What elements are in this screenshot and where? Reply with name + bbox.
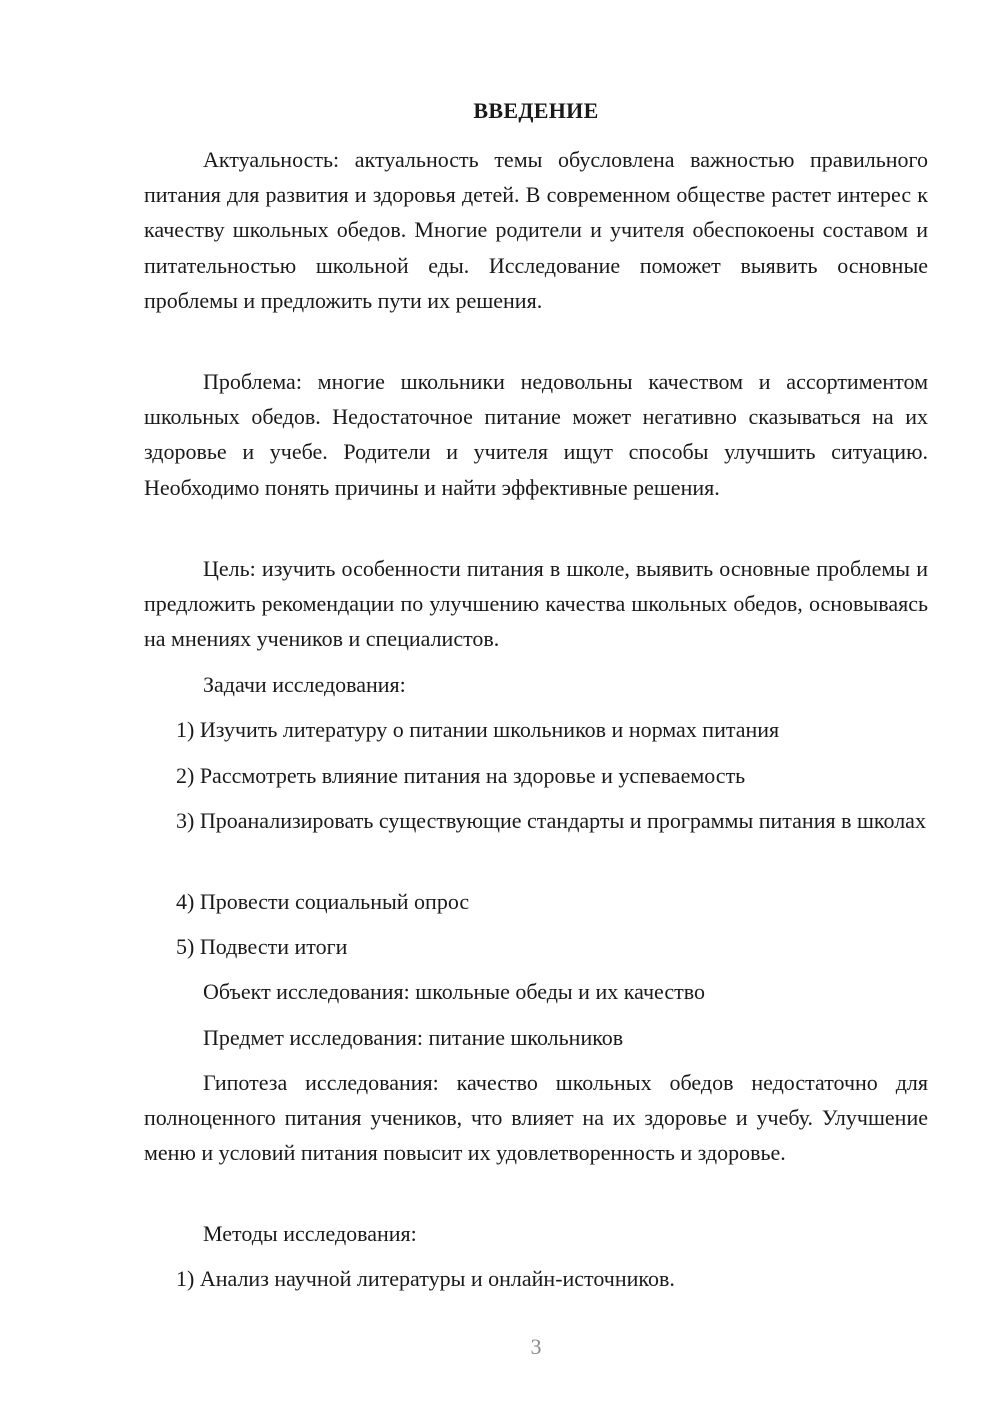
hypothesis-paragraph: Гипотеза исследования: качество школьных обедов недостаточно для полноценного питания учеников, что влияет на их здоровье и учебу. Улучшение меню и условий питания повысит их удовлетворенность и здоровье. [144,1070,928,1166]
problem-paragraph: Проблема: многие школьники недовольны качеством и ассортиментом школьных обедов. Недостаточное питание может негативно сказываться на их здоровье и учебе. Родители и учителя ищут способы улучшить ситуацию. Необходимо понять причины и найти эффективные решения. [144,369,928,500]
research-subject: Предмет исследования: питание школьников [203,1025,624,1050]
task-item-4: 4) Провести социальный опрос [176,889,470,914]
task-item-1: 1) Изучить литературу о питании школьников и нормах питания [176,717,780,742]
methods-heading: Методы исследования: [203,1221,417,1246]
task-item-3: 3) Проанализировать существующие стандарты и программы питания в школах [176,808,926,833]
task-item-2: 2) Рассмотреть влияние питания на здоровье и успеваемость [176,763,746,788]
document-page [144,0,928,1414]
task-item-5: 5) Подвести итоги [176,934,348,959]
page-number: 3 [530,1334,542,1359]
section-title: ВВЕДЕНИЕ [473,98,599,123]
research-object: Объект исследования: школьные обеды и их качество [203,979,705,1004]
goal-paragraph: Цель: изучить особенности питания в школе, выявить основные проблемы и предложить рекомендации по улучшению качества школьных обедов, основываясь на мнениях учеников и специалистов. [144,556,928,652]
relevance-paragraph: Актуальность: актуальность темы обусловлена важностью правильного питания для развития и здоровья детей. В современном обществе растет интерес к качеству школьных обедов. Многие родители и учителя обеспокоены составом и питательностью школьной еды. Исследование поможет выявить основные проблемы и предложить пути их решения. [144,147,928,313]
tasks-heading: Задачи исследования: [203,672,406,697]
method-item-1: 1) Анализ научной литературы и онлайн-источников. [176,1266,675,1291]
